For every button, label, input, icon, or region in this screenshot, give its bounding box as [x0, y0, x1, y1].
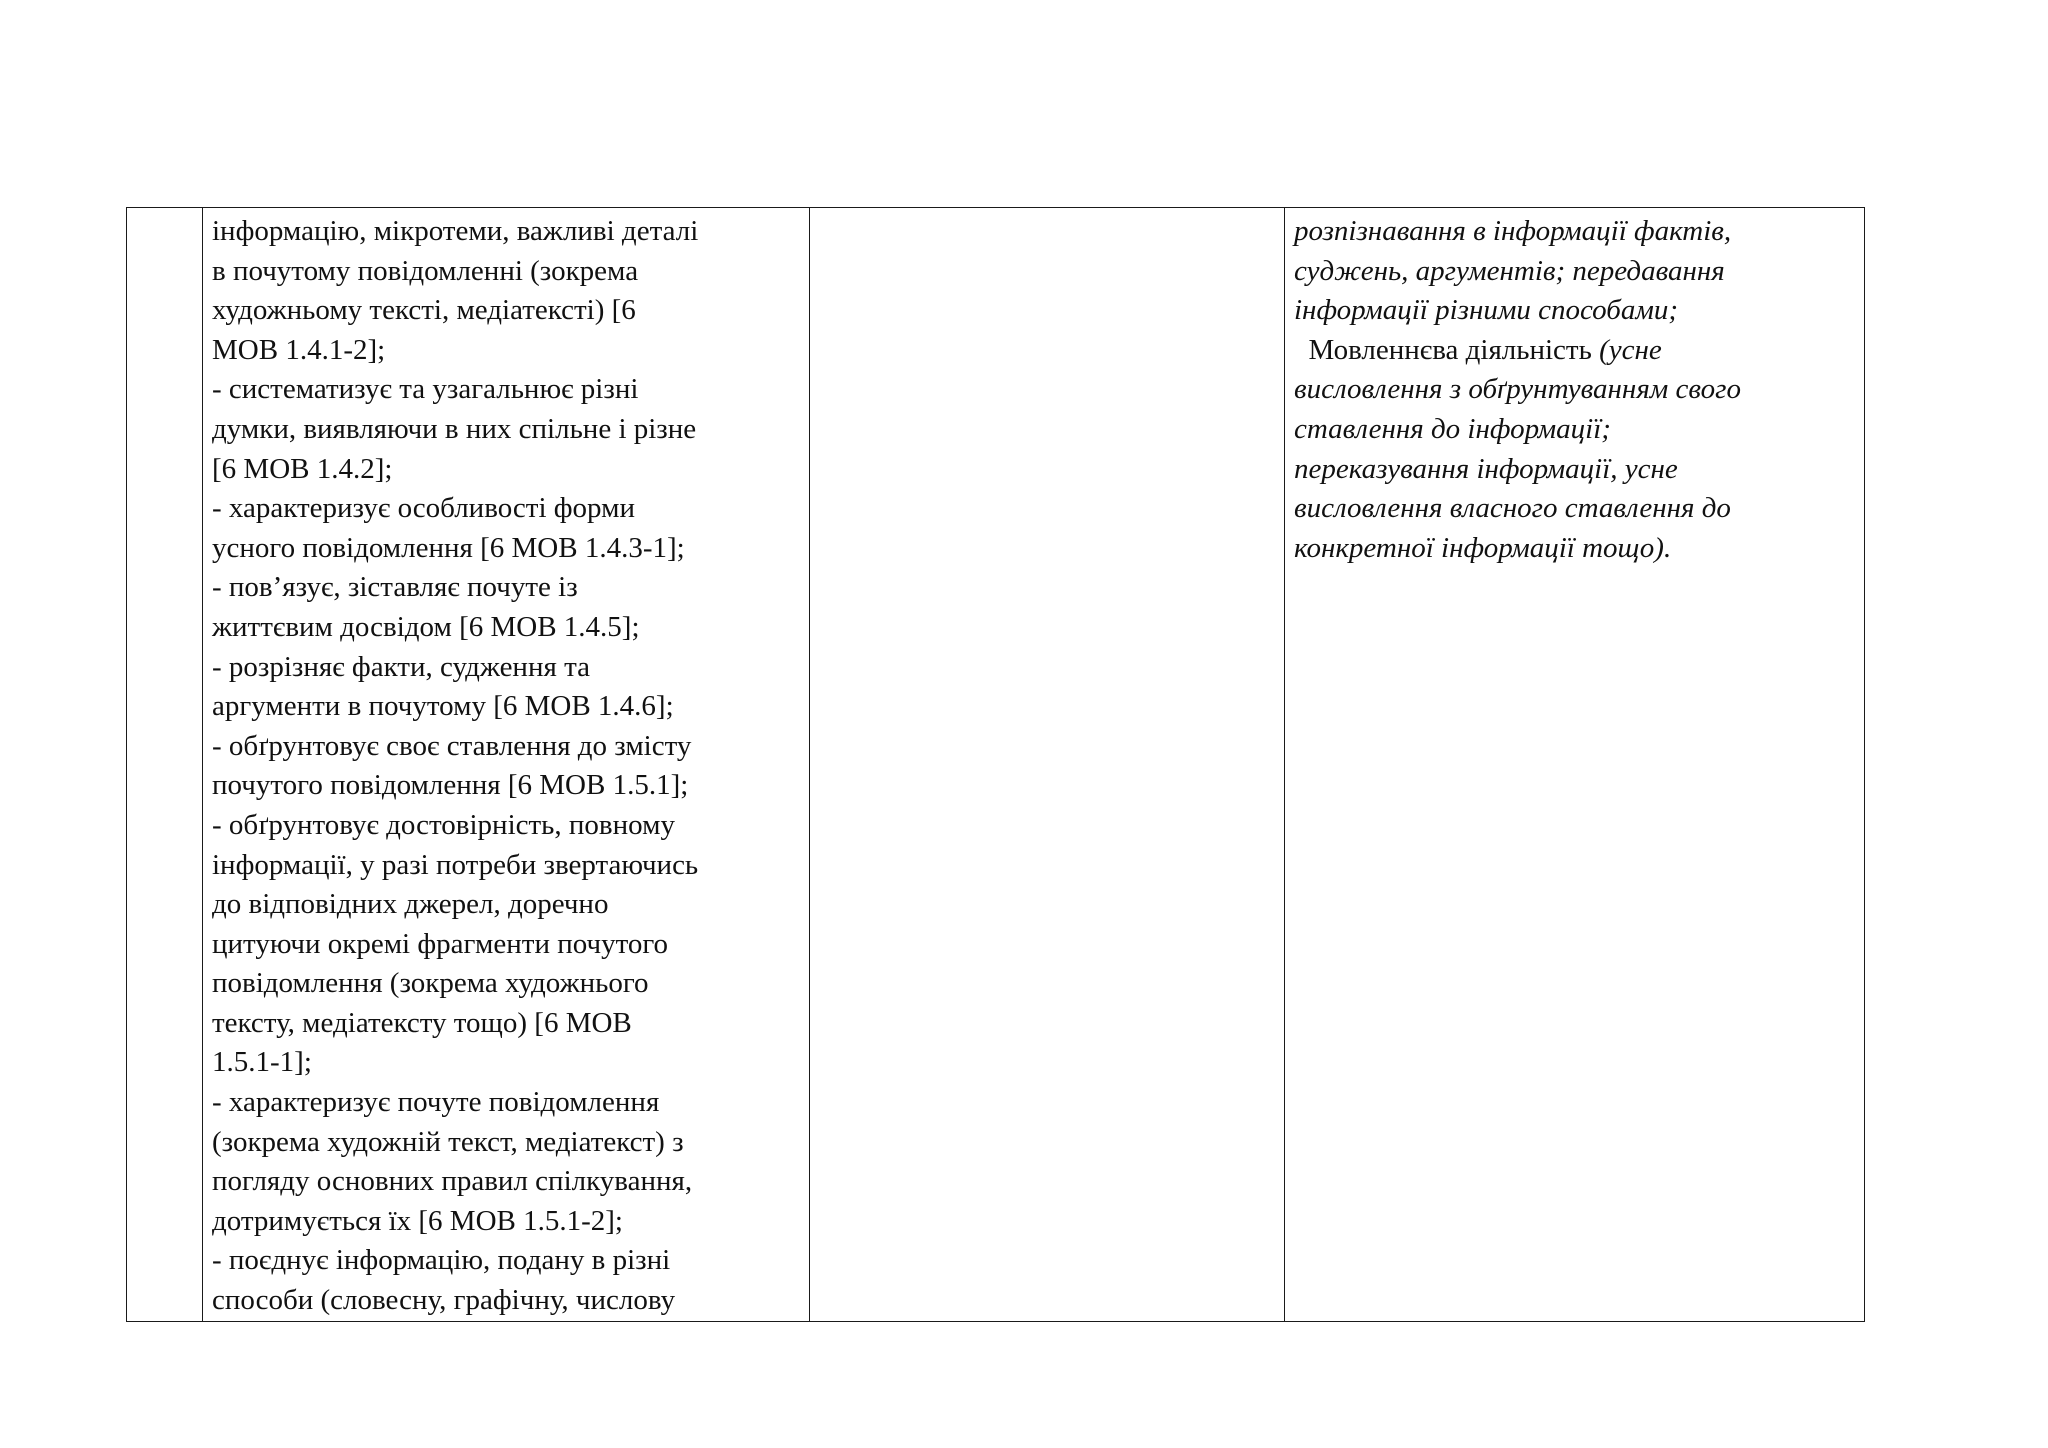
text-line: повідомлення (зокрема художнього — [212, 967, 649, 1000]
text-line: ставлення до інформації; — [1294, 412, 1611, 445]
text-fragment: (усне — [1599, 333, 1662, 366]
text-line: - поєднує інформацію, подану в різні — [212, 1244, 671, 1277]
speech-activity-label: Мовленнєва діяльність — [1308, 333, 1592, 366]
text-line — [1294, 331, 1858, 371]
text-line: погляду основних правил спілкування, — [212, 1165, 693, 1198]
expected-results-text — [212, 212, 803, 1321]
text-line: інформації різними способами; — [1294, 294, 1678, 327]
text-line: розпізнавання в інформації фактів, — [1294, 215, 1732, 247]
text-line: цитуючи окремі фрагменти почутого — [212, 927, 669, 960]
text-line: способи (словесну, графічну, числову — [212, 1284, 676, 1317]
text-line: - обґрунтовує своє ставлення до змісту — [212, 729, 692, 762]
text-line: переказування інформації, усне — [1294, 452, 1678, 485]
text-line: - пов’язує, зіставляє почуте із — [212, 571, 578, 604]
content-table — [126, 207, 1865, 1322]
text-line: - характеризує особливості форми — [212, 492, 635, 525]
text-line: МОВ 1.4.1-2]; — [212, 333, 386, 366]
text-line: - обґрунтовує достовірність, повному — [212, 808, 675, 841]
text-line: почутого повідомлення [6 МОВ 1.5.1]; — [212, 769, 689, 802]
text-line: - систематизує та узагальнює різні — [212, 373, 639, 406]
text-line: інформацію, мікротеми, важливі деталі — [212, 215, 699, 247]
cell-number — [127, 208, 203, 1322]
table-row — [127, 208, 1865, 1322]
text-line: думки, виявляючи в них спільне і різне — [212, 412, 697, 445]
text-line: тексту, медіатексту тощо) [6 МОВ — [212, 1006, 632, 1039]
text-line: до відповідних джерел, доречно — [212, 888, 609, 921]
text-line: художньому тексті, медіатексті) [6 — [212, 294, 636, 327]
cell-empty — [810, 208, 1285, 1322]
text-line: - розрізняє факти, судження та — [212, 650, 590, 683]
cell-expected-results — [203, 208, 810, 1322]
text-line: життєвим досвідом [6 МОВ 1.4.5]; — [212, 610, 640, 643]
text-line: дотримується їх [6 МОВ 1.5.1-2]; — [212, 1204, 623, 1237]
text-line: інформації, у разі потреби звертаючись — [212, 848, 699, 881]
text-line: суджень, аргументів; передавання — [1294, 254, 1725, 287]
activities-text — [1294, 212, 1858, 568]
text-line: 1.5.1-1]; — [212, 1046, 312, 1079]
text-line: в почутому повідомленні (зокрема — [212, 254, 639, 287]
text-line: - характеризує почуте повідомлення — [212, 1086, 660, 1119]
text-line: (зокрема художній текст, медіатекст) з — [212, 1125, 684, 1158]
text-line: [6 МОВ 1.4.2]; — [212, 452, 393, 485]
cell-activities — [1285, 208, 1865, 1322]
text-line: аргументи в почутому [6 МОВ 1.4.6]; — [212, 690, 674, 723]
text-line: висловлення з обґрунтуванням свого — [1294, 373, 1741, 406]
text-line: конкретної інформації тощо). — [1294, 531, 1672, 564]
text-line: усного повідомлення [6 МОВ 1.4.3-1]; — [212, 531, 685, 564]
text-line: висловлення власного ставлення до — [1294, 492, 1731, 525]
